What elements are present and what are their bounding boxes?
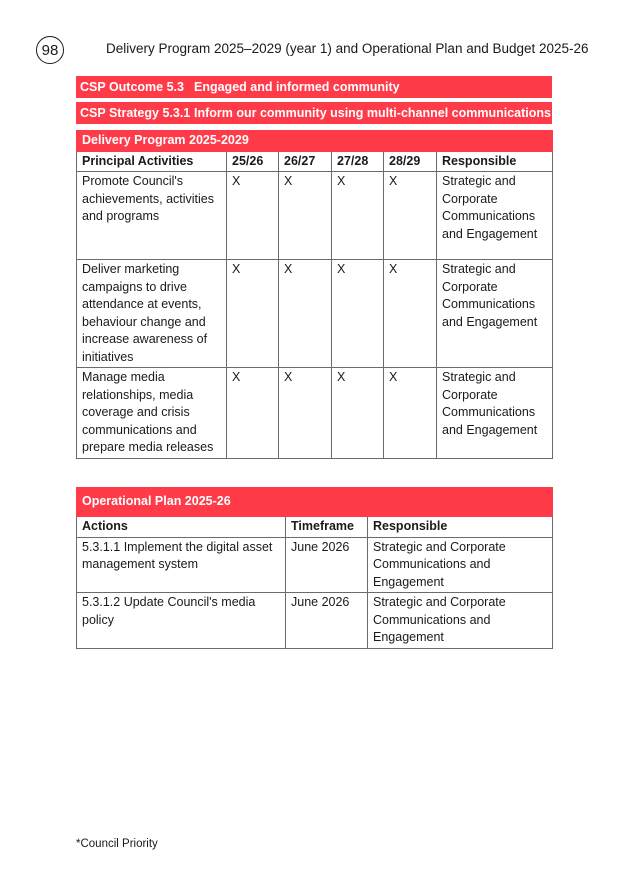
action-cell: 5.3.1.2 Update Council's media policy [77, 593, 286, 649]
table-row [77, 537, 553, 593]
column-header: Timeframe [286, 517, 368, 538]
timeframe-cell: June 2026 [286, 537, 368, 593]
year-mark-cell: X [384, 172, 437, 260]
year-mark-cell: X [227, 260, 279, 368]
page-number-badge [36, 36, 64, 64]
operational-plan-header-row [77, 517, 553, 538]
responsible-cell: Strategic and Corporate Communications and Engagement [437, 260, 553, 368]
column-header: Principal Activities [77, 151, 227, 172]
column-header: 28/29 [384, 151, 437, 172]
timeframe-cell: June 2026 [286, 593, 368, 649]
column-header: 25/26 [227, 151, 279, 172]
document-title: Delivery Program 2025–2029 (year 1) and Operational Plan and Budget 2025-26 [106, 41, 589, 56]
csp-strategy-bar [76, 102, 552, 124]
column-header: Actions [77, 517, 286, 538]
delivery-program-title: Delivery Program 2025-2029 [77, 131, 553, 152]
delivery-program-header-row [77, 151, 553, 172]
responsible-cell: Strategic and Corporate Communications and Engagement [368, 593, 553, 649]
csp-strategy-text: Inform our community using multi-channel communications [194, 106, 551, 120]
operational-plan-title-row [77, 488, 553, 517]
csp-outcome-bar [76, 76, 552, 98]
year-mark-cell: X [332, 172, 384, 260]
activity-cell: Manage media relationships, media coverage and crisis communications and prepare media releases [77, 368, 227, 459]
year-mark-cell: X [279, 172, 332, 260]
year-mark-cell: X [332, 368, 384, 459]
page-number: 98 [41, 41, 59, 59]
action-cell: 5.3.1.1 Implement the digital asset management system [77, 537, 286, 593]
csp-outcome-text: Engaged and informed community [194, 80, 400, 94]
year-mark-cell: X [279, 260, 332, 368]
year-mark-cell: X [384, 368, 437, 459]
year-mark-cell: X [332, 260, 384, 368]
csp-outcome-label: CSP Outcome 5.3 [80, 80, 184, 94]
table-row [77, 172, 553, 260]
column-header: Responsible [368, 517, 553, 538]
table-row [77, 593, 553, 649]
year-mark-cell: X [227, 368, 279, 459]
responsible-cell: Strategic and Corporate Communications and Engagement [368, 537, 553, 593]
table-row [77, 368, 553, 459]
operational-plan-table [76, 487, 553, 649]
footnote: *Council Priority [76, 838, 158, 850]
csp-strategy-label: CSP Strategy 5.3.1 [80, 106, 191, 120]
table-row [77, 260, 553, 368]
responsible-cell: Strategic and Corporate Communications and Engagement [437, 368, 553, 459]
year-mark-cell: X [279, 368, 332, 459]
column-header: 27/28 [332, 151, 384, 172]
operational-plan-title: Operational Plan 2025-26 [77, 488, 553, 517]
year-mark-cell: X [227, 172, 279, 260]
delivery-program-title-row [77, 131, 553, 152]
responsible-cell: Strategic and Corporate Communications and Engagement [437, 172, 553, 260]
year-mark-cell: X [384, 260, 437, 368]
activity-cell: Deliver marketing campaigns to drive attendance at events, behaviour change and increase awareness of initiatives [77, 260, 227, 368]
activity-cell: Promote Council's achievements, activities and programs [77, 172, 227, 260]
column-header: 26/27 [279, 151, 332, 172]
delivery-program-table [76, 130, 553, 459]
column-header: Responsible [437, 151, 553, 172]
